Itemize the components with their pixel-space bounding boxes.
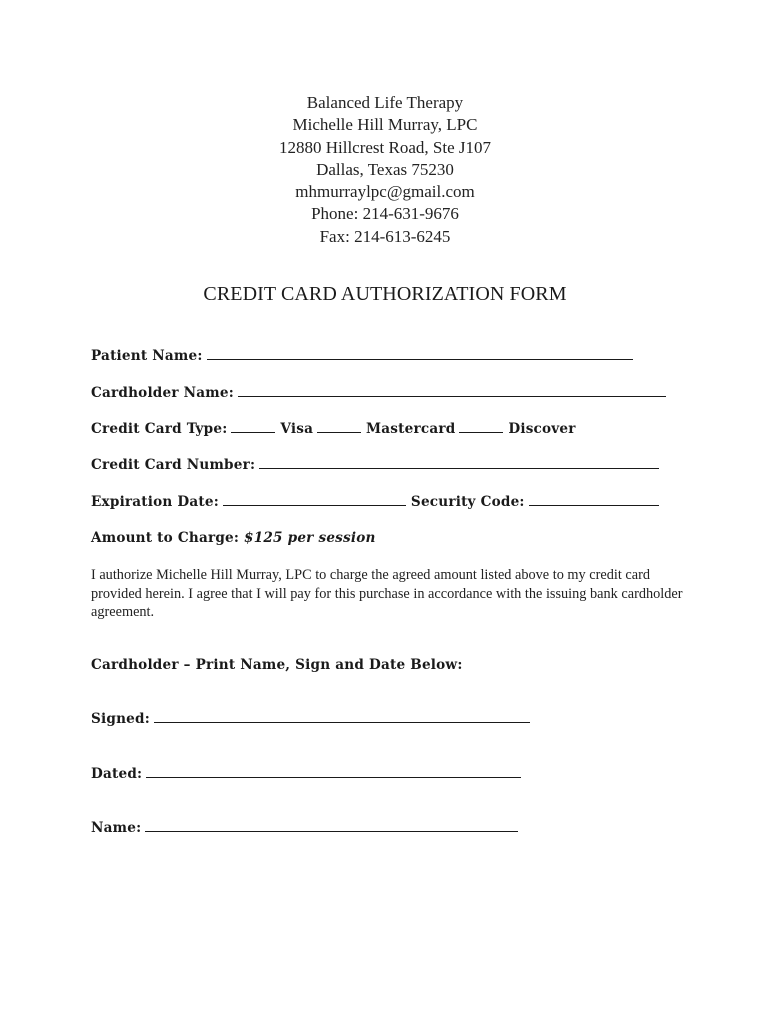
practice-name: Balanced Life Therapy — [306, 93, 464, 112]
expiration-row — [91, 494, 659, 510]
expiration-field[interactable] — [223, 494, 406, 506]
expiration-label: Expiration Date: — [91, 494, 219, 510]
cardholder-name-label: Cardholder Name: — [91, 385, 234, 401]
dated-row — [91, 766, 521, 782]
security-code-label: Security Code: — [410, 494, 525, 510]
card-number-field[interactable] — [259, 457, 659, 469]
patient-name-label: Patient Name: — [91, 348, 203, 364]
card-number-row — [91, 457, 659, 473]
city-state-zip: Dallas, Texas 75230 — [316, 159, 454, 179]
card-type-label: Credit Card Type: — [91, 421, 228, 437]
patient-name-field[interactable] — [207, 348, 633, 360]
authorization-statement: I authorize Michelle Hill Murray, LPC to charge the agreed amount listed above to my credit card provided herein. I agree that I will pay for this purchase in accordance with the issuing bank cardholder agreement. — [91, 567, 683, 620]
amount-row — [91, 530, 376, 546]
therapist-name: Michelle Hill Murray, LPC — [292, 115, 478, 135]
card-number-label: Credit Card Number: — [91, 457, 256, 473]
email-address: mhmurraylpc@gmail.com — [295, 182, 475, 202]
dated-label: Dated: — [91, 766, 143, 782]
card-type-option-mastercard: Mastercard — [366, 421, 456, 437]
date-field[interactable] — [146, 766, 521, 778]
letterhead — [0, 92, 770, 248]
cardholder-instructions: Cardholder – Print Name, Sign and Date Below: — [91, 657, 463, 673]
form-title: CREDIT CARD AUTHORIZATION FORM — [203, 283, 567, 305]
signed-row — [91, 711, 530, 727]
name-row — [91, 820, 518, 836]
name-label: Name: — [91, 820, 142, 836]
street-address: 12880 Hillcrest Road, Ste J107 — [278, 137, 491, 157]
amount-value: $125 per session — [244, 530, 376, 546]
visa-checkbox-blank[interactable] — [231, 421, 275, 433]
card-type-option-discover: Discover — [508, 421, 576, 437]
printed-name-field[interactable] — [145, 820, 518, 832]
patient-name-row — [91, 348, 633, 364]
cardholder-name-field[interactable] — [238, 385, 666, 397]
card-type-option-visa: Visa — [280, 421, 314, 437]
cardholder-name-row — [91, 385, 666, 401]
fax-number: Fax: 214-613-6245 — [319, 226, 451, 246]
card-type-row — [91, 421, 576, 437]
mastercard-checkbox-blank[interactable] — [317, 421, 361, 433]
phone-number: Phone: 214-631-9676 — [311, 204, 459, 224]
discover-checkbox-blank[interactable] — [459, 421, 503, 433]
signed-label: Signed: — [91, 711, 150, 727]
security-code-field[interactable] — [529, 494, 659, 506]
amount-label: Amount to Charge: — [91, 530, 240, 546]
signature-field[interactable] — [154, 711, 530, 723]
